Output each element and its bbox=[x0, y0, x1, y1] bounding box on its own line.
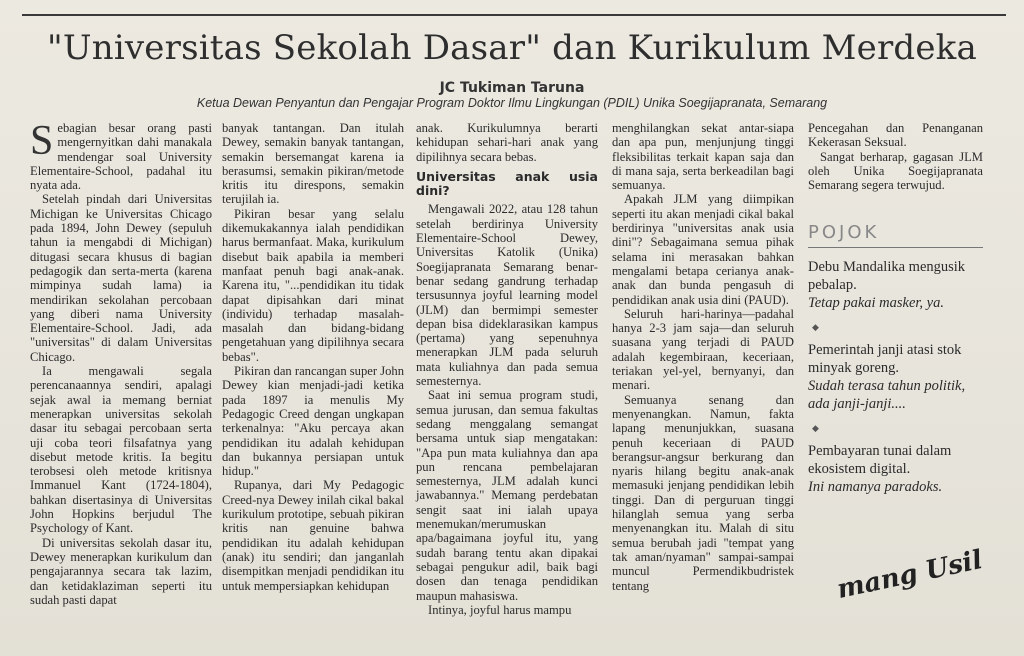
author-role: Ketua Dewan Penyantun dan Pengajar Program Doktor Ilmu Lingkungan (PDIL) Unika Soegijapranata, Semarang bbox=[196, 96, 828, 110]
article-column-4 bbox=[612, 121, 794, 593]
article-column-5 bbox=[808, 121, 983, 192]
pojok-item-quip: Tetap pakai masker, ya. bbox=[808, 295, 944, 311]
paragraph: Semuanya senang dan menyenangkan. Namun, fakta lapang menunjukkan, suasana penuh keceriaan di PAUD berangsur-angsur berkurang dan nyaris hilang begitu anak-anak memasuki jenjang pendidikan lebih tinggi. Dan di perguruan tinggi hilanglah semua yang serba menyenangkan itu. Malah di situ semua berubah jadi "tempat yang tak aman/nyaman" sampai-sampai muncul Permendikbudristek tentang bbox=[612, 392, 794, 593]
paragraph: Seluruh hari-harinya—padahal hanya 2-3 jam saja—dan seluruh suasana yang terjadi di PAUD adalah kegembiraan, keceriaan, teriakan yel-yel, bernyanyi, dan menari. bbox=[612, 306, 794, 393]
top-rule bbox=[22, 14, 1006, 16]
paragraph: Di universitas sekolah dasar itu, Dewey menerapkan kurikulum dan pengajarannya secara tak lazim, dan ketidaklaziman seperti itu sudah pasti dapat bbox=[30, 535, 212, 607]
signature-mang-usil: mang Usil bbox=[834, 544, 986, 606]
section-subheading: Universitas anak usia dini? bbox=[416, 168, 598, 199]
diamond-separator: ◆ bbox=[812, 423, 819, 433]
paragraph: Pencegahan dan Penanganan Kekerasan Seksual. bbox=[808, 121, 983, 150]
paragraph: menghilangkan sekat antar-siapa dan apa pun, menjunjung tinggi fleksibilitas terkait kapan saja dan di mana saja, serta berkeadilan bagi semuanya. bbox=[612, 121, 794, 193]
pojok-item-text: Debu Mandalika mengusik pebalap. bbox=[808, 259, 966, 293]
paragraph: Apakah JLM yang diimpikan seperti itu akan menjadi cikal bakal berdirinya "universitas anak usia dini"? Sebagaimana semua pihak selama ini merasakan bahkan mengalami betapa cerianya anak-anak dan bunda pengasuh di pendidikan anak usia dini (PAUD). bbox=[612, 192, 794, 307]
article-column-1 bbox=[30, 118, 212, 607]
paragraph: anak. Kurikulumnya berarti kehidupan sehari-hari anak yang dipilihnya secara bebas. bbox=[416, 121, 598, 164]
pojok-item bbox=[808, 442, 983, 496]
article-author: JC Tukiman Taruna bbox=[439, 80, 585, 96]
paragraph bbox=[30, 118, 212, 193]
paragraph: Saat ini semua program studi, semua jurusan, dan semua fakultas sedang menggalang semangat bersama untuk siap mengatakan: "Apa pun mata kuliahnya dan apa pun rencana pembelajaran semesternya, JLM adalah kunci jawabannya." Memang perdebatan sengit saat ini ialah upaya menemukan/merumuskan apa/bagaimana joyful itu, yang sudah barang tentu akan dipakai sebagai pengukur adil, baik bagi dosen dan tenaga pendidikan maupun mahasiswa. bbox=[416, 388, 598, 603]
diamond-separator: ◆ bbox=[812, 322, 819, 332]
pojok-divider bbox=[808, 247, 983, 248]
paragraph: Setelah pindah dari Universitas Michigan ke Universitas Chicago pada 1894, John Dewey (sepuluh tahun ia mengabdi di Michigan) ditugasi secara khusus di bagian pedagogik dan serta-merta (karena mimpinya sudah lama) ia mendirikan sekolahan percobaan yang diberi nama University Elementaire-School. Jadi, ada "universitas" di dalam Universitas Chicago. bbox=[30, 192, 212, 364]
pojok-item-text: Pembayaran tunai dalam ekosistem digital. bbox=[808, 443, 952, 477]
article-column-2 bbox=[222, 121, 404, 593]
article-column-3 bbox=[416, 121, 598, 617]
paragraph: Rupanya, dari My Pedagogic Creed-nya Dewey inilah cikal bakal kurikulum prototipe, sebuah pikiran kritis nan genuine bahwa pendidikan itu adalah kehidupan (anak) itu sendiri; dan janganlah disempitkan menjadi pendidikan itu untuk mempersiapkan kehidupan bbox=[222, 478, 404, 593]
article-title: "Universitas Sekolah Dasar" dan Kurikulum Merdeka bbox=[47, 28, 977, 68]
paragraph: Sangat berharap, gagasan JLM oleh Unika Soegijapranata Semarang segera terwujud. bbox=[808, 149, 983, 193]
paragraph-text: ebagian besar orang pasti mengernyitkan dahi manakala mendengar soal University Elementaire-School, padahal itu nyata ada. bbox=[30, 121, 212, 193]
paragraph: Pikiran besar yang selalu dikemukakannya ialah pendidikan harus bermanfaat. Maka, kurikulum disebut baik apabila ia memberi manfaat penuh bagi anak-anak. Karena itu, "...pendidikan itu tidak dapat dipisahkan dari minat (individu) terhadap masalah-masalah dan bidang-bidang pengetahuan yang dipilihnya secara bebas". bbox=[222, 206, 404, 364]
paragraph: Pikiran dan rancangan super John Dewey kian menjadi-jadi ketika pada 1897 ia menulis My Pedagogic Creed dengan ungkapan terkenalnya: "Aku percaya akan pendidikan itu adalah kehidupan dan bukannya persiapan untuk hidup." bbox=[222, 364, 404, 479]
pojok-item bbox=[808, 258, 983, 312]
pojok-box bbox=[808, 222, 983, 502]
paragraph: banyak tantangan. Dan itulah Dewey, semakin banyak tantangan, semakin bersemangat karena ia berasumsi, semakin pikiran/metode kritis itu direspons, semakin terujilah ia. bbox=[222, 121, 404, 207]
drop-cap: S bbox=[30, 118, 54, 164]
paragraph: Intinya, joyful harus mampu bbox=[428, 602, 572, 617]
paragraph: Ia mengawali segala perencanaannya sendiri, apalagi sejak awal ia memang berniat menerapkan universitas sekolah dasar itu sebagai percobaan serta uji coba teori filsafatnya yang disebut metode kritis. Ia begitu terobsesi oleh metode kritisnya Immanuel Kant (1724-1804), bahkan disertasinya di Universitas John Hopkins berjudul The Psychology of Kant. bbox=[30, 364, 212, 536]
paragraph: Mengawali 2022, atau 128 tahun setelah berdirinya University Elementaire-School Dewey, Universitas Katolik (Unika) Soegijapranata Semarang benar-benar sedang gandrung terhadap tersusunnya joyful learning model (JLM) dan bermimpi semester depan bisa dideklarasikan kampus (pertama) yang sepenuhnya menerapkan JLM pada seluruh mata kuliahnya dan pada semua semesternya. bbox=[416, 202, 598, 389]
pojok-item-text: Pemerintah janji atasi stok minyak goreng. bbox=[808, 342, 962, 376]
pojok-item-quip: Ini namanya paradoks. bbox=[808, 479, 943, 495]
pojok-item-quip: Sudah terasa tahun politik, ada janji-janji.... bbox=[808, 378, 966, 412]
pojok-item bbox=[808, 341, 983, 413]
pojok-title: POJOK bbox=[808, 222, 880, 243]
